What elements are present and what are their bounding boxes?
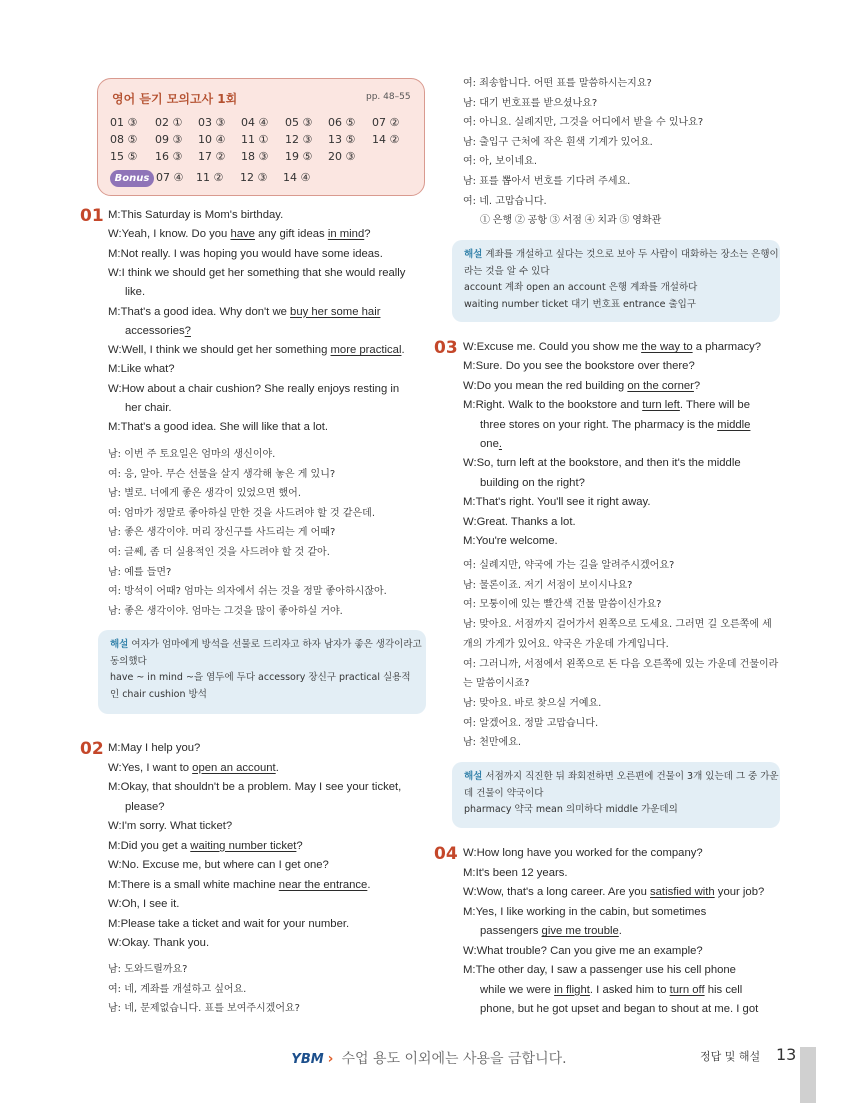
speaker-label: M: <box>463 866 476 879</box>
dialogue-line <box>108 225 371 244</box>
dialogue-line <box>125 798 165 817</box>
answer-key-title: 영어 듣기 모의고사 1회 <box>112 92 238 106</box>
dialogue-text: . There will be <box>679 399 750 412</box>
bonus-answer-item: 12 ③ <box>240 171 268 184</box>
dialogue-text: This Saturday is Mom's birthday. <box>120 209 284 221</box>
translation-line: 남: 천만에요. <box>463 737 522 749</box>
explanation-text: 인 chair cushion 방석 <box>110 688 207 700</box>
bonus-answer-item: 14 ④ <box>283 171 311 184</box>
dialogue-text: How long have you worked for the company? <box>476 847 703 859</box>
dialogue-text: . <box>618 925 622 937</box>
translation-line: 남: 좋은 생각이야. 엄마는 그것을 많이 좋아하실 거야. <box>108 605 343 617</box>
translation-line: 남: 맞아요. 서점까지 걸어가서 왼쪽으로 도세요. 그러면 길 오른쪽에 세 <box>463 619 772 631</box>
section-label: 정답 및 해설 <box>700 1050 761 1063</box>
dialogue-line <box>463 513 576 532</box>
dialogue-text: I think we should get her something that she would really <box>121 266 406 279</box>
speaker-label: W: <box>108 228 122 241</box>
answer-item: 17 ② <box>198 150 226 163</box>
explanation-text: 데 건물이 약국이다 <box>464 787 544 799</box>
question-number-03: 03 <box>434 338 458 358</box>
dialogue-text: accessories <box>125 324 185 337</box>
speaker-label: M: <box>463 964 476 976</box>
dialogue-text: building on the right? <box>480 476 585 489</box>
dialogue-text: May I help you? <box>120 742 201 754</box>
underlined-phrase: in mind <box>327 228 365 241</box>
answer-item: 15 ⑤ <box>110 150 138 163</box>
underlined-phrase: the way to <box>641 341 693 353</box>
dialogue-line <box>108 303 380 322</box>
speaker-label: M: <box>108 305 121 318</box>
translation-line: 남: 도와드릴까요? <box>108 964 188 975</box>
dialogue-text: Great. Thanks a lot. <box>476 515 576 528</box>
underlined-phrase: more practical <box>330 344 402 357</box>
translation-line: 여: 네. 고맙습니다. <box>463 195 547 207</box>
speaker-label: W: <box>108 820 122 832</box>
dialogue-line <box>108 876 370 895</box>
translation-line: 남: 대기 번호표를 받으셨나요? <box>463 97 598 109</box>
explanation-line <box>464 802 678 818</box>
dialogue-line <box>463 961 736 980</box>
underlined-phrase: . <box>498 438 502 450</box>
bonus-answer-item: 11 ② <box>196 171 224 184</box>
explanation-line <box>464 786 543 802</box>
dialogue-line <box>108 915 349 934</box>
bonus-badge: Bonus <box>110 170 154 187</box>
translation-line: 여: 엄마가 정말로 좋아하실 만한 것을 사드려야 할 것 같은데. <box>108 507 375 519</box>
translation-line: 여: 네, 계좌를 개설하고 싶어요. <box>108 983 247 995</box>
dialogue-line <box>463 396 750 415</box>
dialogue-text: three stores on your right. The pharmacy is the <box>480 418 718 431</box>
dialogue-line <box>125 399 171 418</box>
underlined-phrase: waiting number ticket <box>190 839 297 852</box>
answer-item: 10 ④ <box>198 133 226 146</box>
explanation-text: 라는 것을 알 수 있다 <box>464 265 550 277</box>
dialogue-line <box>125 283 145 302</box>
dialogue-line <box>463 942 703 961</box>
dialogue-text: Like what? <box>120 363 175 376</box>
dialogue-text: Right. Walk to the bookstore and <box>475 399 643 412</box>
underlined-phrase: turn left <box>642 399 680 412</box>
translation-line: 여: 아, 보이네요. <box>463 156 538 168</box>
explanation-line <box>110 654 147 670</box>
q02-choices: ① 은행 ② 공항 ③ 서점 ④ 치과 ⑤ 영화관 <box>480 215 662 226</box>
explanation-line <box>464 264 550 280</box>
speaker-label: W: <box>463 847 477 859</box>
dialogue-text: her chair. <box>125 402 172 414</box>
underlined-phrase: buy her some hair <box>290 305 381 318</box>
speaker-label: M: <box>108 878 121 891</box>
speaker-label: M: <box>108 839 121 852</box>
translation-line: 여: 아니요. 실례지만, 그것을 어디에서 받을 수 있나요? <box>463 117 704 129</box>
dialogue-line <box>108 380 399 399</box>
dialogue-text: like. <box>125 286 146 299</box>
answer-item: 13 ⑤ <box>328 133 356 146</box>
explanation-text: account 계좌 open an account 은행 계좌를 개설하다 <box>464 282 698 293</box>
underlined-phrase: give me trouble <box>541 925 619 937</box>
dialogue-line <box>108 206 283 225</box>
dialogue-text: I'm sorry. What ticket? <box>121 820 233 832</box>
speaker-label: W: <box>108 382 122 395</box>
explanation-line <box>110 687 207 703</box>
translation-line: 남: 이번 주 토요일은 엄마의 생신이야. <box>108 449 276 460</box>
dialogue-line <box>463 377 700 396</box>
dialogue-text: a pharmacy? <box>692 341 762 353</box>
dialogue-line <box>480 922 622 941</box>
explanation-line <box>464 280 697 296</box>
dialogue-text: . <box>367 878 371 891</box>
dialogue-line <box>463 532 558 551</box>
translation-line: 는 말씀이시죠? <box>463 678 530 690</box>
underlined-phrase: middle <box>717 418 751 431</box>
explanation-text: waiting number ticket 대기 번호표 entrance 출입구 <box>464 298 696 310</box>
dialogue-text: It's been 12 years. <box>475 866 568 879</box>
dialogue-text: Did you get a <box>120 839 191 852</box>
dialogue-text: That's a good idea. Why don't we <box>120 305 291 318</box>
explanation-line <box>110 670 411 686</box>
dialogue-line <box>108 934 209 953</box>
dialogue-line <box>108 778 401 797</box>
dialogue-line <box>463 493 650 512</box>
translation-line: 남: 좋은 생각이야. 머리 장신구를 사드리는 게 어때? <box>108 527 336 539</box>
answer-item: 02 ① <box>155 116 183 129</box>
explanation-text: 여자가 엄마에게 방석을 선물로 드리자고 하자 남자가 좋은 생각이라고 <box>131 639 422 650</box>
speaker-label: W: <box>108 898 122 910</box>
explanation-line <box>464 247 779 263</box>
answer-item: 20 ③ <box>328 150 356 163</box>
page-number: 13 <box>776 1045 797 1064</box>
speaker-label: M: <box>108 781 121 793</box>
answer-item: 04 ④ <box>241 116 269 129</box>
speaker-label: M: <box>108 917 121 930</box>
speaker-label: W: <box>108 859 122 871</box>
dialogue-line <box>463 357 695 376</box>
question-number-04: 04 <box>434 844 458 864</box>
translation-line: 여: 응, 알아. 무슨 선물을 살지 생각해 놓은 게 있니? <box>108 468 336 480</box>
explanation-text: have ~ in mind ~을 염두에 두다 accessory 장신구 practical 실용적 <box>110 672 411 683</box>
dialogue-text: No. Excuse me, but where can I get one? <box>121 859 329 871</box>
dialogue-text: his cell <box>704 983 743 996</box>
footer-notice: 수업 용도 이외에는 사용을 금합니다. <box>341 1051 567 1067</box>
answer-item: 09 ③ <box>155 133 183 146</box>
underlined-phrase: in flight <box>554 983 590 996</box>
answer-item: 07 ② <box>372 116 400 129</box>
speaker-label: M: <box>463 360 476 373</box>
speaker-label: W: <box>463 886 477 898</box>
translation-line: 여: 죄송합니다. 어떤 표를 말씀하시는지요? <box>463 78 652 89</box>
dialogue-text: Okay, that shouldn't be a problem. May I see your ticket, <box>120 781 402 793</box>
dialogue-text: one <box>480 438 499 450</box>
answer-item: 11 ① <box>241 133 269 146</box>
translation-line: 남: 예를 들면? <box>108 566 172 578</box>
underlined-phrase: on the corner <box>627 379 694 392</box>
dialogue-text: Yes, I want to <box>121 761 193 774</box>
speaker-label: W: <box>463 515 477 528</box>
dialogue-text: Well, I think we should get her something <box>121 344 331 357</box>
dialogue-text: . I asked him to <box>589 983 670 996</box>
speaker-label: M: <box>463 905 476 918</box>
underlined-phrase: turn off <box>669 983 705 996</box>
answer-item: 16 ③ <box>155 150 183 163</box>
dialogue-text: ? <box>693 379 701 392</box>
translation-line: 남: 별로. 너에게 좋은 생각이 있었으면 했어. <box>108 488 302 500</box>
dialogue-line <box>480 981 742 1000</box>
dialogue-text: That's right. You'll see it right away. <box>475 496 651 509</box>
question-number-02: 02 <box>80 739 104 759</box>
dialogue-text: You're welcome. <box>475 535 558 547</box>
speaker-label: M: <box>108 209 121 221</box>
translation-line: 여: 모퉁이에 있는 빨간색 건물 말씀이신가요? <box>463 599 662 611</box>
dialogue-line <box>108 418 328 437</box>
answer-item: 18 ③ <box>241 150 269 163</box>
dialogue-line <box>108 264 405 283</box>
dialogue-line <box>108 360 175 379</box>
answer-key-pages: pp. 48–55 <box>366 92 411 102</box>
explanation-line <box>110 637 422 653</box>
underlined-phrase: near the entrance <box>278 878 368 891</box>
dialogue-text: . <box>401 344 405 357</box>
dialogue-text: Yes, I like working in the cabin, but sometimes <box>475 905 707 918</box>
explanation-line <box>464 769 779 785</box>
answer-item: 06 ⑤ <box>328 116 356 129</box>
dialogue-text: Do you mean the red building <box>476 379 628 392</box>
dialogue-text: . <box>275 761 279 774</box>
bonus-answer-item: 07 ④ <box>156 171 184 184</box>
speaker-label: M: <box>108 742 121 754</box>
dialogue-line <box>463 338 761 357</box>
underlined-phrase: satisfied with <box>650 886 715 898</box>
dialogue-text: your job? <box>714 886 765 898</box>
answer-item: 08 ⑤ <box>110 133 138 146</box>
dialogue-text: So, turn left at the bookstore, and then it's the middle <box>476 457 741 470</box>
dialogue-text: Sure. Do you see the bookstore over there? <box>475 360 695 373</box>
dialogue-text: Okay. Thank you. <box>121 937 210 949</box>
dialogue-line <box>463 883 764 902</box>
chevron-right-icon: › <box>327 1051 334 1067</box>
answer-item: 01 ③ <box>110 116 138 129</box>
translation-line: 여: 글쎄, 좀 더 실용적인 것을 사드려야 할 것 같아. <box>108 547 330 558</box>
translation-line: 남: 출입구 근처에 작은 흰색 기계가 있어요. <box>463 136 653 148</box>
speaker-label: W: <box>463 379 477 392</box>
question-number-01: 01 <box>80 206 104 226</box>
dialogue-line <box>125 322 191 341</box>
speaker-label: W: <box>108 937 122 949</box>
page-edge-tab <box>800 1047 816 1103</box>
dialogue-text: Oh, I see it. <box>121 898 180 910</box>
speaker-label: M: <box>108 247 121 260</box>
answer-item: 14 ② <box>372 133 400 146</box>
explanation-text: pharmacy 약국 mean 의미하다 middle 가운데의 <box>464 804 678 815</box>
explanation-label: 해설 <box>464 249 483 260</box>
dialogue-line <box>108 739 200 758</box>
dialogue-line <box>108 856 329 875</box>
answer-item: 03 ③ <box>198 116 226 129</box>
speaker-label: W: <box>463 944 477 957</box>
translation-line: 남: 맞아요. 바로 찾으실 거예요. <box>463 697 602 709</box>
underlined-phrase: have <box>230 228 255 241</box>
dialogue-text: How about a chair cushion? She really enjoys resting in <box>121 382 400 395</box>
translation-line: 여: 알겠어요. 정말 고맙습니다. <box>463 717 599 729</box>
speaker-label: W: <box>108 266 122 279</box>
dialogue-text: Excuse me. Could you show me <box>476 341 642 353</box>
dialogue-line <box>108 895 179 914</box>
underlined-phrase: ? <box>184 324 191 337</box>
dialogue-text: any gift ideas <box>254 228 328 241</box>
dialogue-text: Yeah, I know. Do you <box>121 228 231 241</box>
dialogue-line <box>463 864 568 883</box>
translation-line: 여: 실례지만, 약국에 가는 길을 알려주시겠어요? <box>463 560 675 571</box>
dialogue-text: Not really. I was hoping you would have some ideas. <box>120 247 383 260</box>
explanation-label: 해설 <box>464 771 483 782</box>
dialogue-line <box>463 454 741 473</box>
translation-line: 여: 그러니까, 서점에서 왼쪽으로 돈 다음 오른쪽에 있는 가운데 건물이라 <box>463 658 779 670</box>
translation-line: 남: 물론이죠. 저기 서점이 보이시나요? <box>463 579 633 591</box>
dialogue-line <box>108 341 405 360</box>
speaker-label: W: <box>108 761 122 774</box>
answer-item: 12 ③ <box>285 133 313 146</box>
answer-item: 05 ③ <box>285 116 313 129</box>
translation-line: 남: 네, 문제없습니다. 표를 보여주시겠어요? <box>108 1003 300 1015</box>
underlined-phrase: open an account <box>192 761 276 774</box>
dialogue-text: please? <box>125 800 165 813</box>
speaker-label: M: <box>108 363 121 376</box>
dialogue-text: What trouble? Can you give me an example? <box>476 944 703 957</box>
dialogue-text: ? <box>296 839 303 852</box>
explanation-text: 계좌를 개설하고 싶다는 것으로 보아 두 사람이 대화하는 장소는 은행이 <box>485 249 779 260</box>
dialogue-text: Wow, that's a long career. Are you <box>476 886 650 898</box>
explanation-text: 동의했다 <box>110 655 147 667</box>
explanation-text: 서점까지 직진한 뒤 좌회전하면 오른편에 건물이 3개 있는데 그 중 가운 <box>485 771 779 782</box>
translation-line: 개의 가게가 있어요. 약국은 가운데 가게입니다. <box>463 638 669 650</box>
dialogue-text: phone, but he got upset and began to shout at me. I got <box>480 1003 759 1015</box>
dialogue-line <box>108 759 279 778</box>
explanation-line <box>464 297 696 313</box>
dialogue-line <box>463 903 706 922</box>
dialogue-text: passengers <box>480 925 542 937</box>
dialogue-text: Please take a ticket and wait for your number. <box>120 917 350 930</box>
speaker-label: W: <box>108 344 122 357</box>
speaker-label: W: <box>463 341 477 353</box>
speaker-label: M: <box>108 421 121 434</box>
translation-line: 남: 표를 뽑아서 번호를 기다려 주세요. <box>463 176 631 187</box>
dialogue-line <box>108 245 383 264</box>
dialogue-text: That's a good idea. She will like that a lot. <box>120 421 329 434</box>
dialogue-line <box>108 817 232 836</box>
dialogue-line <box>480 1000 758 1019</box>
ybm-logo: YBM <box>291 1052 324 1067</box>
speaker-label: M: <box>463 399 476 412</box>
dialogue-text: while we were <box>480 983 555 996</box>
dialogue-line <box>480 416 750 435</box>
answer-item: 19 ⑤ <box>285 150 313 163</box>
explanation-label: 해설 <box>110 639 129 650</box>
speaker-label: W: <box>463 457 477 470</box>
dialogue-line <box>480 435 502 454</box>
translation-line: 여: 방석이 어때? 엄마는 의자에서 쉬는 것을 정말 좋아하시잖아. <box>108 586 387 598</box>
dialogue-text: The other day, I saw a passenger use his cell phone <box>475 964 736 976</box>
speaker-label: M: <box>463 496 476 509</box>
dialogue-line <box>108 837 303 856</box>
dialogue-text: ? <box>364 228 371 241</box>
dialogue-text: There is a small white machine <box>120 878 279 891</box>
dialogue-line <box>480 474 585 493</box>
speaker-label: M: <box>463 535 476 547</box>
dialogue-line <box>463 844 703 863</box>
